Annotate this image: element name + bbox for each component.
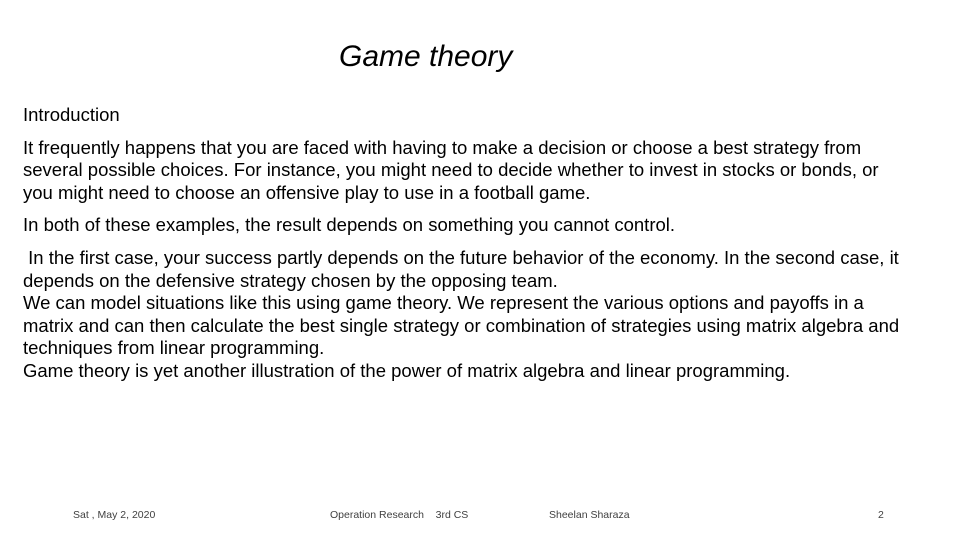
paragraph-conclusion: Game theory is yet another illustration of the power of matrix algebra and linear programming. (23, 359, 791, 381)
paragraph-cases: In the first case, your success partly depends on the future behavior of the economy. In the second case, it depends on the defensive strategy chosen by the opposing team. (23, 246, 904, 291)
footer-author: Sheelan Sharaza (549, 509, 630, 521)
footer-date: Sat , May 2, 2020 (73, 509, 156, 521)
footer-page-number: 2 (878, 509, 884, 521)
paragraph-examples: In both of these examples, the result depends on something you cannot control. (23, 214, 676, 236)
section-heading: Introduction (23, 104, 120, 125)
slide-body (23, 104, 903, 383)
slide-title: Game theory (339, 40, 513, 73)
paragraph-intro: It frequently happens that you are faced with having to make a decision or choose a best strategy from several possible choices. For instance, you might need to decide whether to invest in stocks or bonds, or you might need to choose an offensive play to use in a football game. (23, 136, 879, 203)
footer-course: Operation Research 3rd CS (330, 509, 469, 521)
paragraph-modeling: We can model situations like this using game theory. We represent the various options and payoffs in a matrix and can then calculate the best single strategy or combination of strategies using matrix algebra and techniques from linear programming. (23, 292, 900, 359)
